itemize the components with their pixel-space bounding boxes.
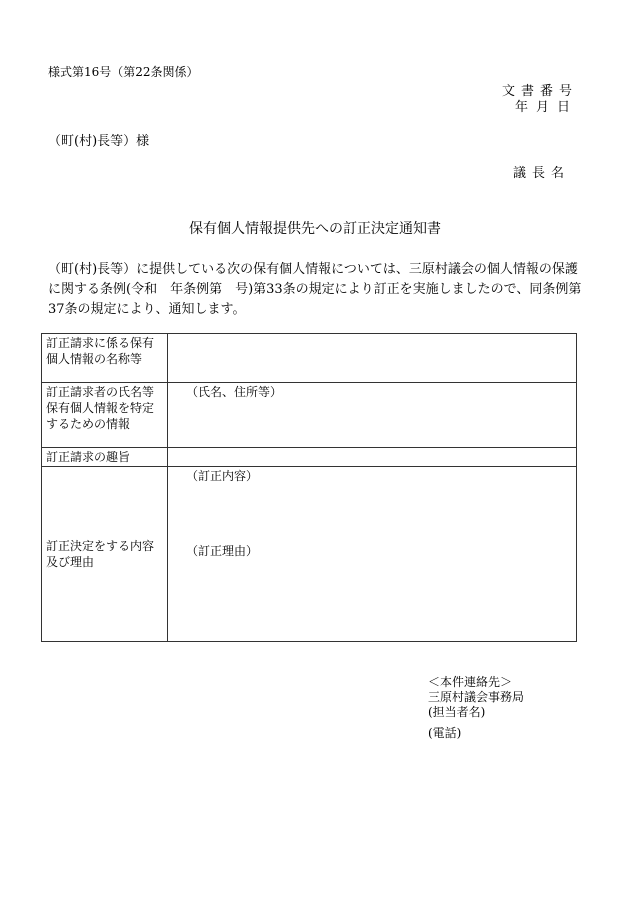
info-table: [41, 333, 577, 642]
table-row: [42, 448, 577, 467]
contact-office: 三原村議会事務局: [428, 690, 525, 704]
row-label: 訂正決定をする内容及び理由: [42, 467, 168, 642]
contact-block: [428, 675, 524, 741]
document-title: 保有個人情報提供先への訂正決定通知書: [189, 221, 441, 237]
contact-person: (担当者名): [428, 705, 486, 719]
form-number: 様式第16号（第22条関係）: [48, 65, 199, 79]
correction-reason-heading: （訂正理由）: [186, 544, 259, 558]
document-number-label: 文書番号: [501, 84, 578, 99]
date-label: 年月日: [514, 100, 578, 115]
correction-content-heading: （訂正内容）: [186, 469, 259, 483]
row-label: 訂正請求の趣旨: [42, 448, 168, 467]
table-row: [42, 383, 577, 448]
row-value: [168, 334, 577, 383]
contact-phone: (電話): [428, 726, 462, 740]
body-paragraph: （町(村)長等）に提供している次の保有個人情報については、三原村議会の個人情報の保護に関する条例(令和 年条例第 号)第33条の規定により訂正を実施しましたので、同条例第37条の規定により、通知します。: [48, 262, 582, 317]
row-value: [168, 467, 577, 642]
contact-heading: ＜本件連絡先＞: [428, 675, 513, 689]
table-row: [42, 334, 577, 383]
body-paragraph-container: [48, 260, 588, 320]
row-label: 訂正請求に係る保有個人情報の名称等: [42, 334, 168, 383]
table-row: [42, 467, 577, 642]
row-value: [168, 448, 577, 467]
row-value: （氏名、住所等）: [168, 383, 577, 448]
row-label: 訂正請求者の氏名等保有個人情報を特定するための情報: [42, 383, 168, 448]
addressee: （町(村)長等）様: [48, 134, 150, 149]
sender-name-label: 議長名: [512, 166, 570, 181]
